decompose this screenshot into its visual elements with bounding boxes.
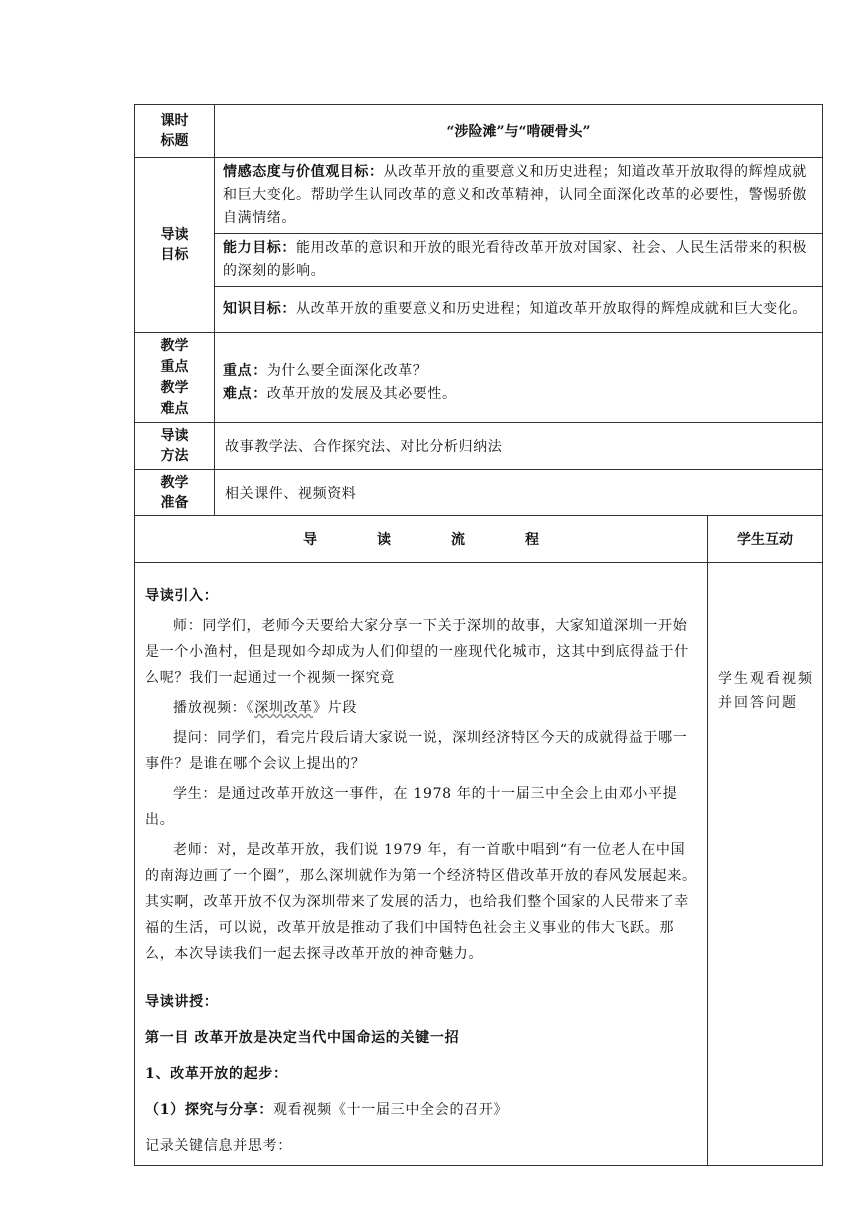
prep-value: 相关课件、视频资料 [215,470,823,516]
row-flow-content [135,563,823,1166]
key-point [223,360,814,383]
hard-point-head: 难点： [223,386,267,402]
video-title: 深圳改革 [254,700,314,716]
key-point-text: 为什么要全面深化改革？ [266,363,428,379]
method-value: 故事教学法、合作探究法、对比分析归纳法 [215,423,823,470]
video-line [145,695,697,721]
interaction-header: 学生互动 [708,516,823,563]
label-method [135,423,215,470]
lesson-plan-table [134,104,823,1166]
goal-emotion [215,158,823,234]
row-goals-2 [135,234,823,287]
label-line: 课时 [160,113,189,129]
row-lesson-title [135,105,823,158]
section-1-1-heading: 1、改革开放的起步： [145,1066,288,1082]
row-goals-3 [135,287,823,333]
goal-ability-head: 能力目标： [223,240,296,256]
label-line: 难点 [160,400,189,417]
flow-header-char: 流 [451,532,465,548]
goal-ability [215,234,823,287]
goal-ability-text: 能用改革的意识和开放的眼光看待改革开放对国家、社会、人民生活带来的积极的深刻的影响。 [223,240,807,279]
row-method [135,423,823,470]
label-line: 导读 [160,227,189,243]
focus-content [215,333,823,423]
row-focus [135,333,823,423]
goal-knowledge-text: 从改革开放的重要意义和历史进程；知道改革开放取得的辉煌成就和巨大变化。 [296,301,807,317]
label-line: 导读 [160,428,189,444]
goal-knowledge-head: 知识目标： [223,301,296,317]
record-line: 记录关键信息并思考： [145,1138,292,1154]
label-line: 方法 [160,448,189,464]
flow-content [135,563,708,1166]
label-lesson-title [135,105,215,158]
flow-header-char: 程 [525,532,539,548]
explore-share-text: 观看视频《十一届三中全会的召开》 [273,1102,509,1118]
interaction-note: 学生观看视频并回答问题 [708,563,823,1166]
flow-header-char: 导 [303,532,317,548]
label-line: 目标 [160,247,189,263]
goal-knowledge [215,287,823,333]
label-line: 教学 [160,379,189,396]
label-line: 教学 [160,337,189,354]
row-prep [135,470,823,516]
intro-paragraph: 师：同学们，老师今天要给大家分享一下关于深圳的故事，大家知道深圳一开始是一个小渔村，但是现如今却成为人们仰望的一座现代化城市，这其中到底得益于什么呢？我们一起通过一个视频一探究竟 [145,618,689,686]
goal-emotion-text: 从改革开放的重要意义和历史进程；知道改革开放取得的辉煌成就和巨大变化。帮助学生认同改革的意义和改革精神，认同全面深化改革的必要性，警惕骄傲自满情绪。 [223,164,808,226]
flow-header [135,516,708,563]
row-flow-header [135,516,823,563]
explore-share [145,1097,697,1123]
teach-heading: 导读讲授： [145,994,219,1010]
key-point-head: 重点： [223,363,267,379]
hard-point [223,383,814,406]
explore-share-head: （1）探究与分享： [145,1102,274,1118]
question-paragraph: 提问：同学们，看完片段后请大家说一说，深圳经济特区今天的成就得益于哪一事件？是谁在哪个会议上提出的？ [145,730,688,772]
label-line: 准备 [160,494,189,511]
goal-emotion-head: 情感态度与价值观目标： [223,164,384,180]
label-prep [135,470,215,516]
section-1-heading: 第一目 改革开放是决定当代中国命运的关键一招 [145,1030,460,1046]
video-post: 》片段 [313,700,358,716]
label-line: 教学 [160,474,189,491]
flow-header-char: 读 [377,532,391,548]
teacher-paragraph: 老师：对，是改革开放，我们说 1979 年，有一首歌中唱到“有一位老人在中国的南海边画了一个圈”，那么深圳就作为第一个经济特区借改革开放的春风发展起来。其实啊，改革开放不仅为深圳带来了发展的活力，也给我们整个国家的人民带来了幸福的生活，可以说，改革开放是推动了我们中国特色社会主义事业的伟大飞跃。那么，本次导读我们一起去探寻改革开放的神奇魅力。 [145,842,697,962]
row-goals-1 [135,158,823,234]
hard-point-text: 改革开放的发展及其必要性。 [266,386,457,402]
lesson-title: “涉险滩”与“啃硬骨头” [215,105,823,158]
label-line: 重点 [160,358,189,375]
label-goals [135,158,215,333]
label-line: 标题 [160,133,189,149]
video-pre: 播放视频：《 [173,700,255,716]
label-focus [135,333,215,423]
student-answer: 学生：是通过改革开放这一事件，在 1978 年的十一届三中全会上由邓小平提出。 [145,786,678,828]
intro-heading: 导读引入： [145,588,219,604]
